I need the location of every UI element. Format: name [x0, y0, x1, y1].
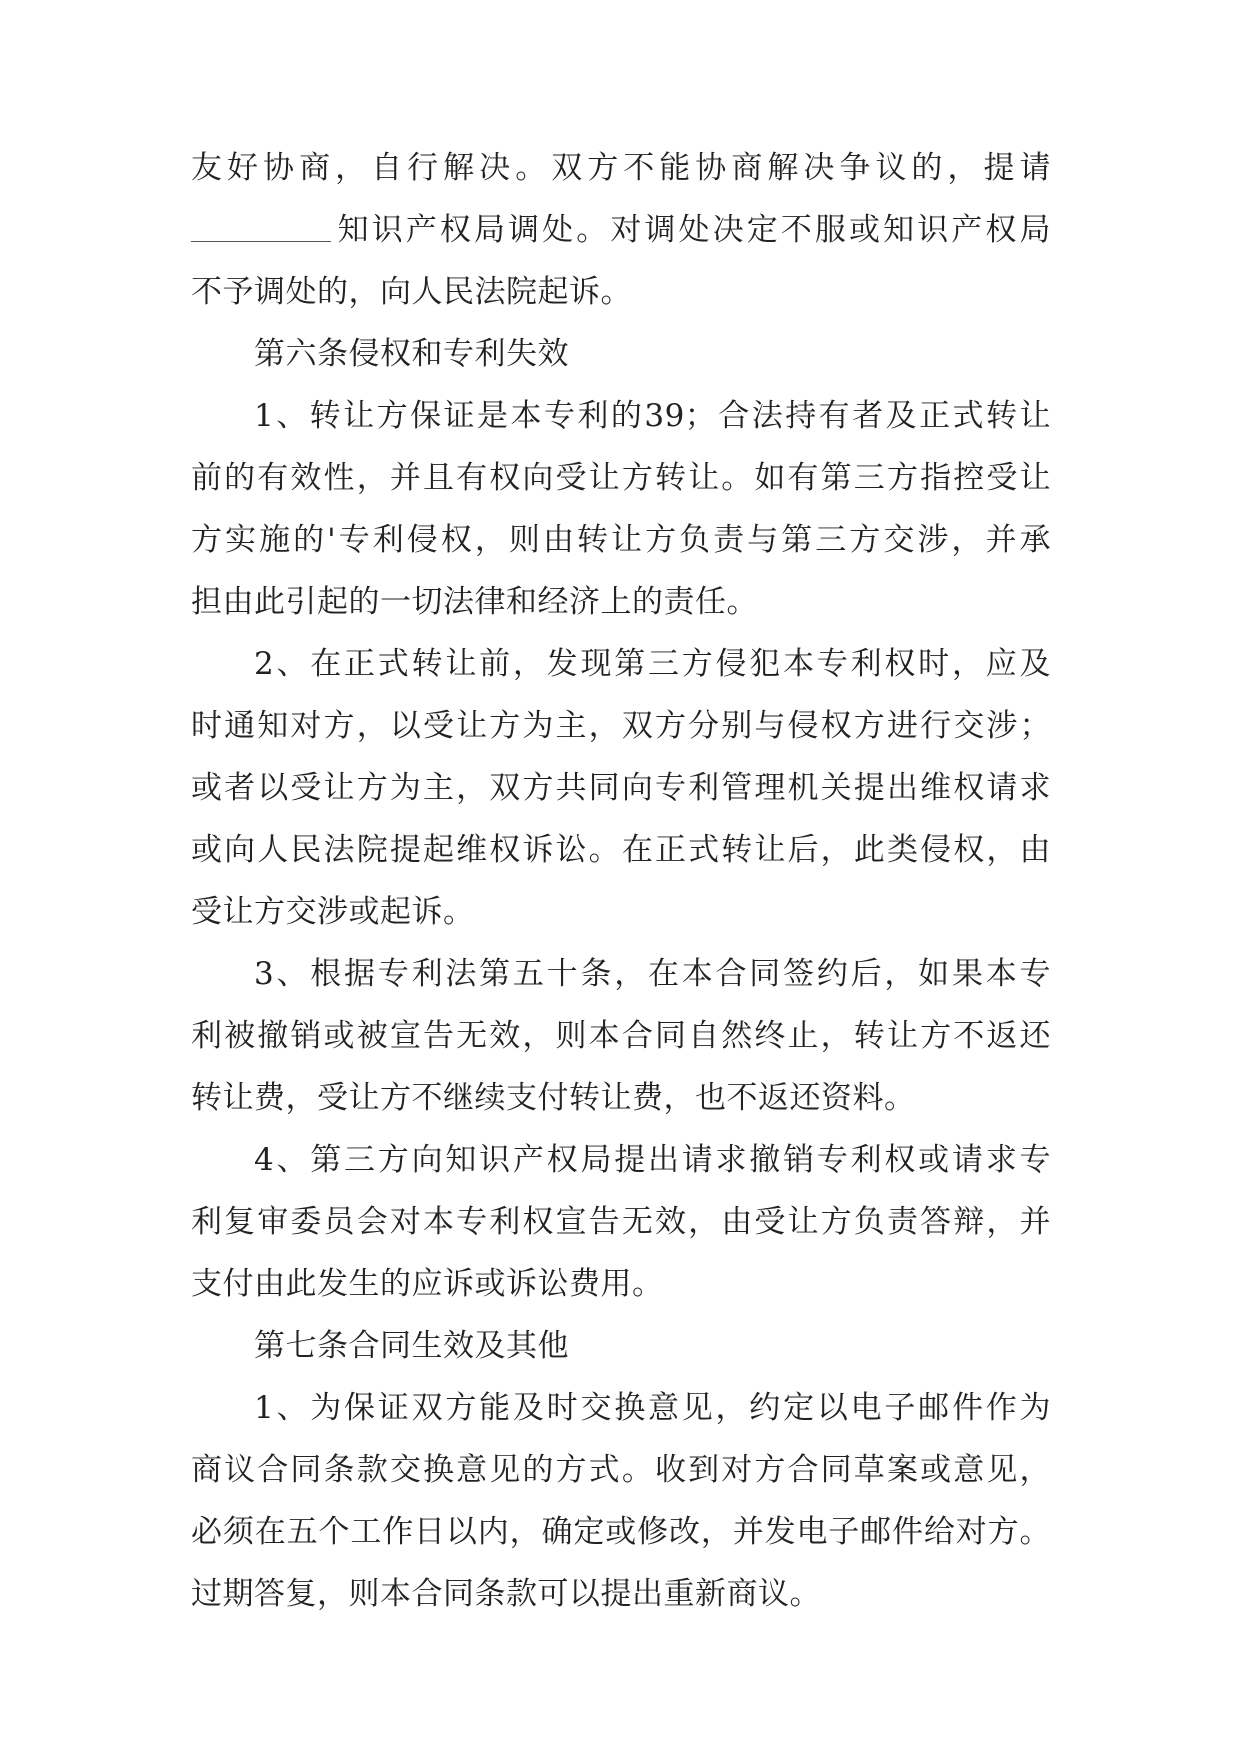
paragraph-line: 必须在五个工作日以内，确定或修改，并发电子邮件给对方。: [191, 1514, 1051, 1550]
paragraph-line: 4、第三方向知识产权局提出请求撤销专利权或请求专: [254, 1142, 1051, 1178]
paragraph-line: 受让方交涉或起诉。: [191, 894, 475, 930]
paragraph-line: 过期答复，则本合同条款可以提出重新商议。: [191, 1576, 821, 1612]
fill-in-blank: [191, 211, 331, 242]
paragraph-line: 不予调处的，向人民法院起诉。: [191, 274, 632, 310]
paragraph-line: 商议合同条款交换意见的方式。收到对方合同草案或意见，: [191, 1452, 1051, 1488]
paragraph-line: 利被撤销或被宣告无效，则本合同自然终止，转让方不返还: [191, 1018, 1051, 1054]
section-heading-article-6: 第六条侵权和专利失效: [254, 336, 569, 372]
paragraph-line: 担由此引起的一切法律和经济上的责任。: [191, 584, 758, 620]
paragraph-line: 支付由此发生的应诉或诉讼费用。: [191, 1266, 664, 1302]
paragraph-line: 前的有效性，并且有权向受让方转让。如有第三方指控受让: [191, 460, 1051, 496]
paragraph-line: 友好协商，自行解决。双方不能协商解决争议的，提请: [191, 150, 1051, 186]
paragraph-line: 1、转让方保证是本专利的39；合法持有者及正式转让: [254, 398, 1051, 434]
paragraph-line: 或向人民法院提起维权诉讼。在正式转让后，此类侵权，由: [191, 832, 1051, 868]
paragraph-line: 利复审委员会对本专利权宣告无效，由受让方负责答辩，并: [191, 1204, 1051, 1240]
paragraph-line: 2、在正式转让前，发现第三方侵犯本专利权时，应及: [254, 646, 1051, 682]
paragraph-line: 方实施的'专利侵权，则由转让方负责与第三方交涉，并承: [191, 522, 1051, 558]
paragraph-line: 转让费，受让方不继续支付转让费，也不返还资料。: [191, 1080, 916, 1116]
paragraph-line: 1、为保证双方能及时交换意见，约定以电子邮件作为: [254, 1390, 1051, 1426]
paragraph-line: 3、根据专利法第五十条，在本合同签约后，如果本专: [254, 956, 1051, 992]
paragraph-line: 时通知对方，以受让方为主，双方分别与侵权方进行交涉；: [191, 708, 1051, 744]
section-heading-article-7: 第七条合同生效及其他: [254, 1328, 569, 1364]
paragraph-line-text: 知识产权局调处。对调处决定不服或知识产权局: [335, 212, 1051, 248]
paragraph-line-with-blank: [191, 199, 1051, 261]
paragraph-line: 或者以受让方为主，双方共同向专利管理机关提出维权请求: [191, 770, 1051, 806]
